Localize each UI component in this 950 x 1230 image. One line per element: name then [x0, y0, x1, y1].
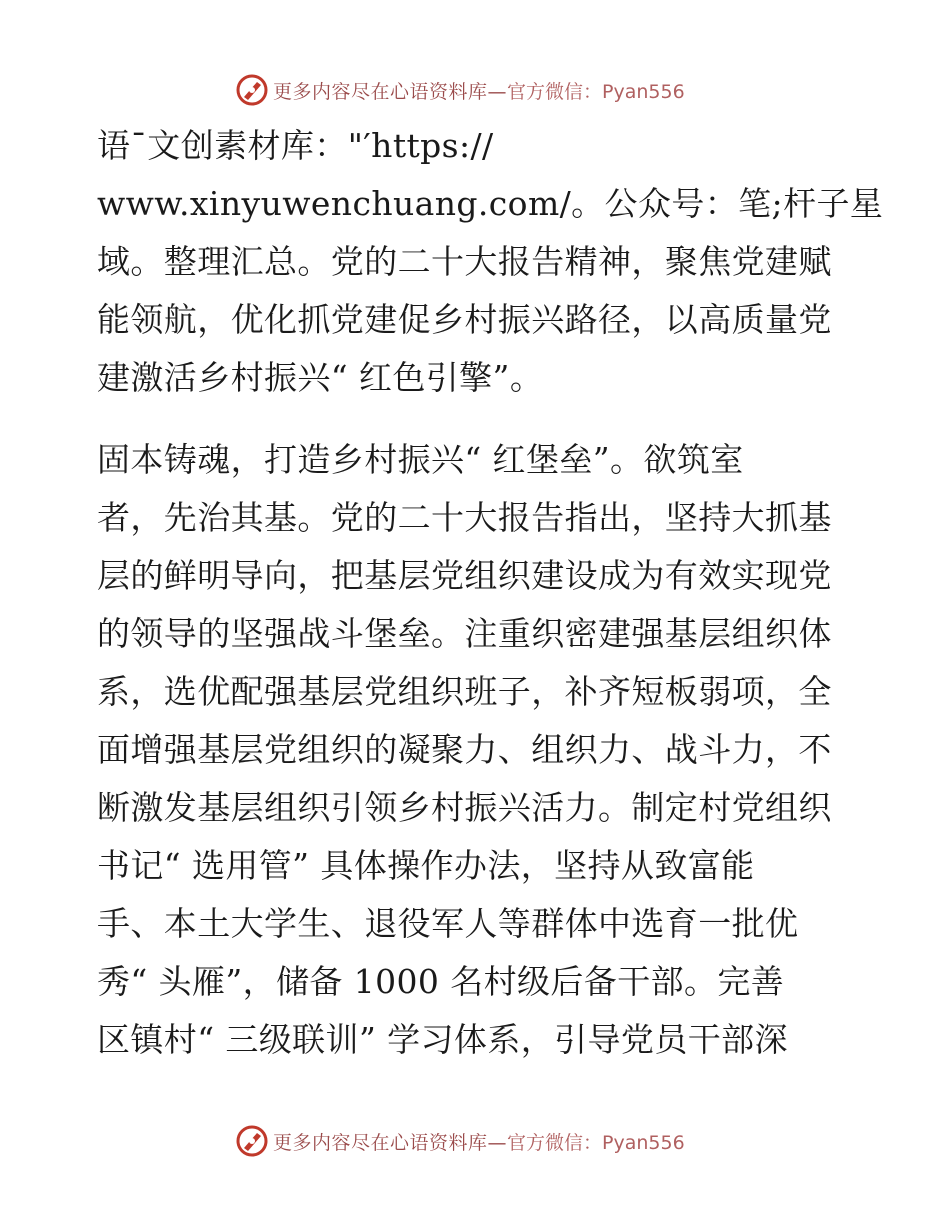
text-line: www.xinyuwenchuang.com/。公众号：笔;杆子星 [97, 184, 884, 223]
banner-title: 更多内容尽在心语资料库— [273, 80, 508, 103]
paragraph-1 [97, 126, 884, 397]
header-banner [235, 72, 685, 108]
text-line: 层的鲜明导向，把基层党组织建设成为有效实现党 [97, 556, 832, 595]
footer-banner [235, 1123, 685, 1159]
logo-icon [235, 73, 269, 107]
banner-contact: 官方微信：Pyan556 [507, 80, 685, 103]
text-line: 书记“ 选用管” 具体操作办法，坚持从致富能 [97, 846, 755, 885]
paragraph-2 [97, 442, 857, 1058]
banner-title: 更多内容尽在心语资料库— [273, 1131, 508, 1154]
text-line: 能领航，优化抓党建促乡村振兴路径，以高质量党 [97, 300, 832, 339]
text-line: 语¯文创素材库："′https:// [97, 126, 494, 165]
banner-contact: 官方微信：Pyan556 [507, 1131, 685, 1154]
text-line: 秀“ 头雁”，储备 1000 名村级后备干部。完善 [97, 962, 785, 1001]
text-line: 系，选优配强基层党组织班子，补齐短板弱项，全 [97, 672, 832, 711]
text-line: 固本铸魂，打造乡村振兴“ 红堡垒”。欲筑室 [97, 440, 744, 479]
text-line: 者，先治其基。党的二十大报告指出，坚持大抓基 [97, 498, 832, 537]
logo-icon [235, 1124, 269, 1158]
document-body [97, 126, 884, 1080]
text-line: 区镇村“ 三级联训” 学习体系，引导党员干部深 [97, 1020, 788, 1059]
text-line: 建激活乡村振兴“ 红色引擎”。 [97, 358, 544, 397]
text-line: 的领导的坚强战斗堡垒。注重织密建强基层组织体 [97, 614, 832, 653]
text-line: 断激发基层组织引领乡村振兴活力。制定村党组织 [97, 788, 832, 827]
text-line: 面增强基层党组织的凝聚力、组织力、战斗力，不 [97, 730, 832, 769]
text-line: 域。整理汇总。党的二十大报告精神，聚焦党建赋 [97, 242, 832, 281]
text-line: 手、本土大学生、退役军人等群体中选育一批优 [97, 904, 799, 943]
paragraph-gap [97, 418, 857, 442]
